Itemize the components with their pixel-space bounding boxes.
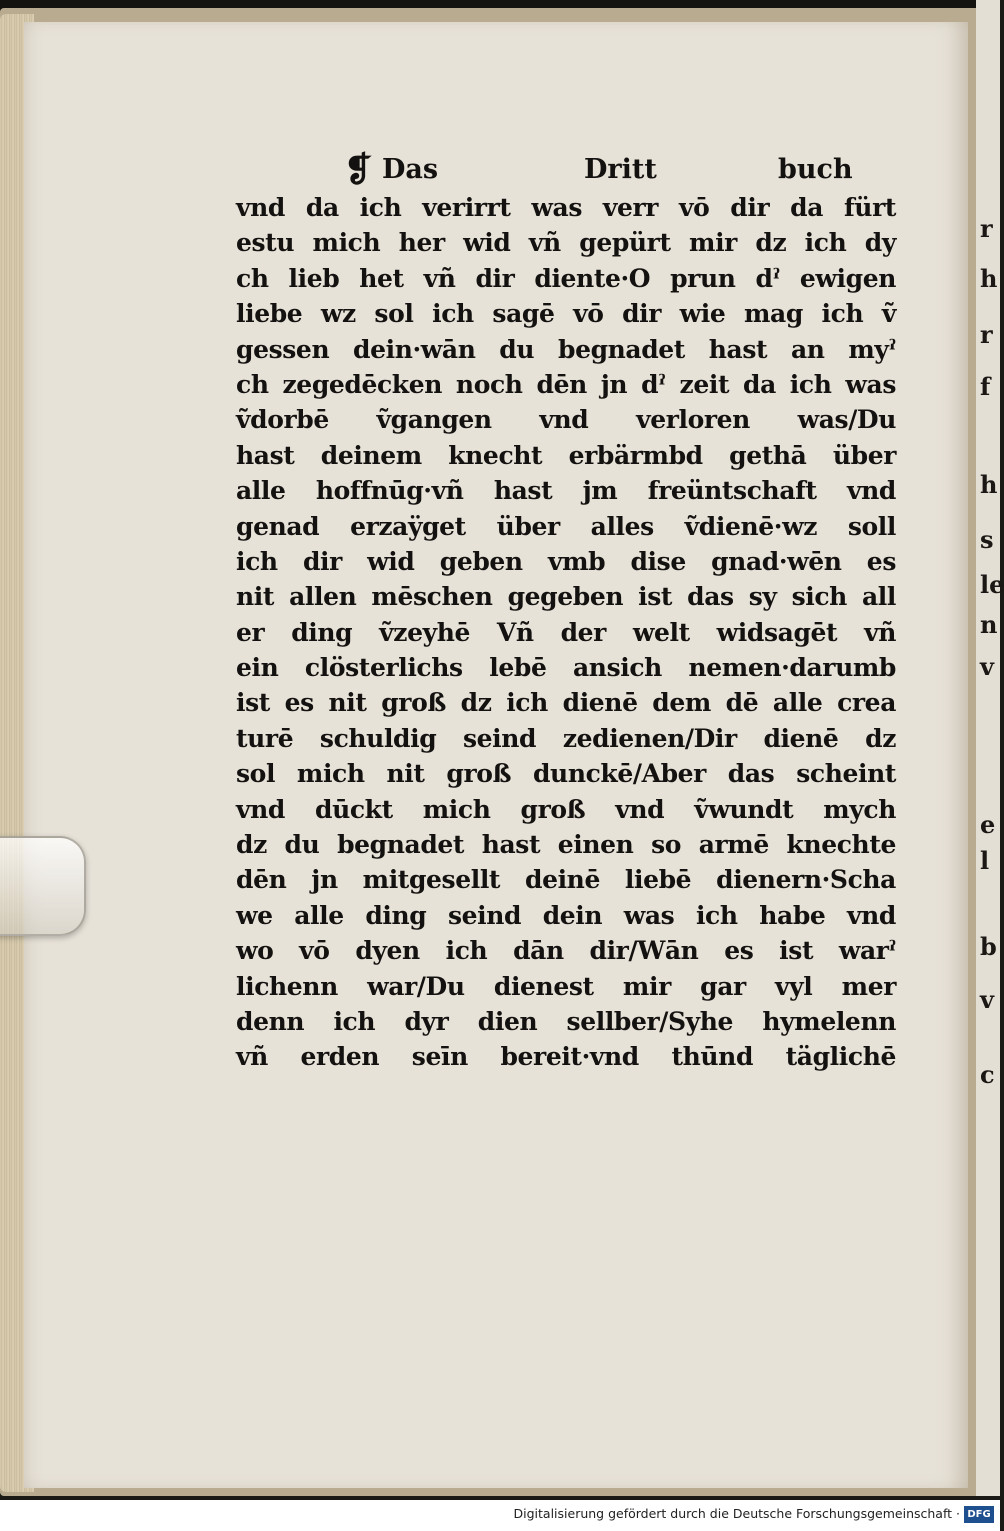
text-line: dz du begnadet hast einen so armē knechte — [236, 830, 896, 860]
header-word: Das — [382, 154, 439, 185]
text-line: alle hoffnūg·vñ hast jm freüntschaft vnd — [236, 476, 896, 506]
text-line: gessen dein·wān du begnadet hast an myˀ — [236, 334, 896, 364]
text-line: vnd dūckt mich groß vnd ṽwundt mych — [236, 794, 896, 824]
text-line: estu mich her wid vñ gepürt mir dz ich dy — [236, 228, 896, 258]
body-text — [236, 190, 896, 1075]
text-line: lichenn war/Du dienest mir gar vyl mer — [236, 971, 896, 1001]
text-line: vñ erden seīn bereit·vnd thūnd täglichē — [236, 1042, 896, 1072]
text-line: hast deinem knecht erbärmbd gethā über — [236, 440, 896, 470]
text-line: denn ich dyr dien sellber/Syhe hymelenn — [236, 1006, 896, 1036]
text-line: liebe wz sol ich sagē vō dir wie mag ich ṽ — [236, 299, 896, 329]
pilcrow-mark: ❡ — [344, 150, 373, 190]
facing-glyph: r — [980, 214, 993, 243]
text-line: er ding ṽzeyhē Vñ der welt widsagēt vñ — [236, 617, 896, 647]
page-clip — [0, 836, 86, 936]
facing-glyph: le — [980, 570, 1004, 599]
header-word: Dritt — [584, 154, 657, 185]
funding-credit: Digitalisierung gefördert durch die Deutsche Forschungsgemeinschaft · — [513, 1506, 960, 1521]
dfg-logo: DFG — [964, 1506, 994, 1523]
facing-glyph: b — [980, 932, 997, 961]
facing-glyph: e — [980, 810, 996, 839]
facing-glyph: v — [980, 985, 994, 1014]
text-line: wo vō dyen ich dān dir/Wān es ist warˀ — [236, 936, 896, 966]
text-line: we alle ding seind dein was ich habe vnd — [236, 900, 896, 930]
text-line: ṽdorbē ṽgangen vnd verloren was/Du — [236, 405, 896, 435]
text-line: nit allen mēschen gegeben ist das sy sich all — [236, 582, 896, 612]
facing-glyph: h — [980, 264, 998, 293]
facing-glyph: s — [980, 525, 994, 554]
text-line: genad erzaÿget über alles ṽdienē·wz soll — [236, 511, 896, 541]
facing-glyph: n — [980, 610, 998, 639]
facing-glyph: v — [980, 652, 994, 681]
text-line: sol mich nit groß dunckē/Aber das scheint — [236, 759, 896, 789]
text-line: dēn jn mitgesellt deinē liebē dienern·Scha — [236, 865, 896, 895]
text-line: turē schuldig seind zedienen/Dir dienē dz — [236, 723, 896, 753]
header-word: buch — [778, 154, 853, 185]
facing-glyph: h — [980, 470, 998, 499]
footer-bar — [0, 1500, 1000, 1531]
facing-page-strip — [976, 0, 1004, 1496]
running-header — [344, 152, 854, 192]
facing-glyph: r — [980, 320, 993, 349]
text-line: vnd da ich verirrt was verr vō dir da fürt — [236, 193, 896, 222]
text-line: ch lieb het vñ dir diente·O prun dˀ ewigen — [236, 263, 896, 293]
facing-glyph: l — [980, 846, 990, 875]
facing-glyph: c — [980, 1060, 995, 1089]
facing-glyph: f — [980, 372, 991, 401]
text-line: ist es nit groß dz ich dienē dem dē alle crea — [236, 688, 896, 718]
text-line: ch zegedēcken noch dēn jn dˀ zeit da ich was — [236, 369, 896, 399]
text-line: ein clösterlichs lebē ansich nemen·darumb — [236, 653, 896, 683]
text-line: ich dir wid geben vmb dise gnad·wēn es — [236, 546, 896, 576]
